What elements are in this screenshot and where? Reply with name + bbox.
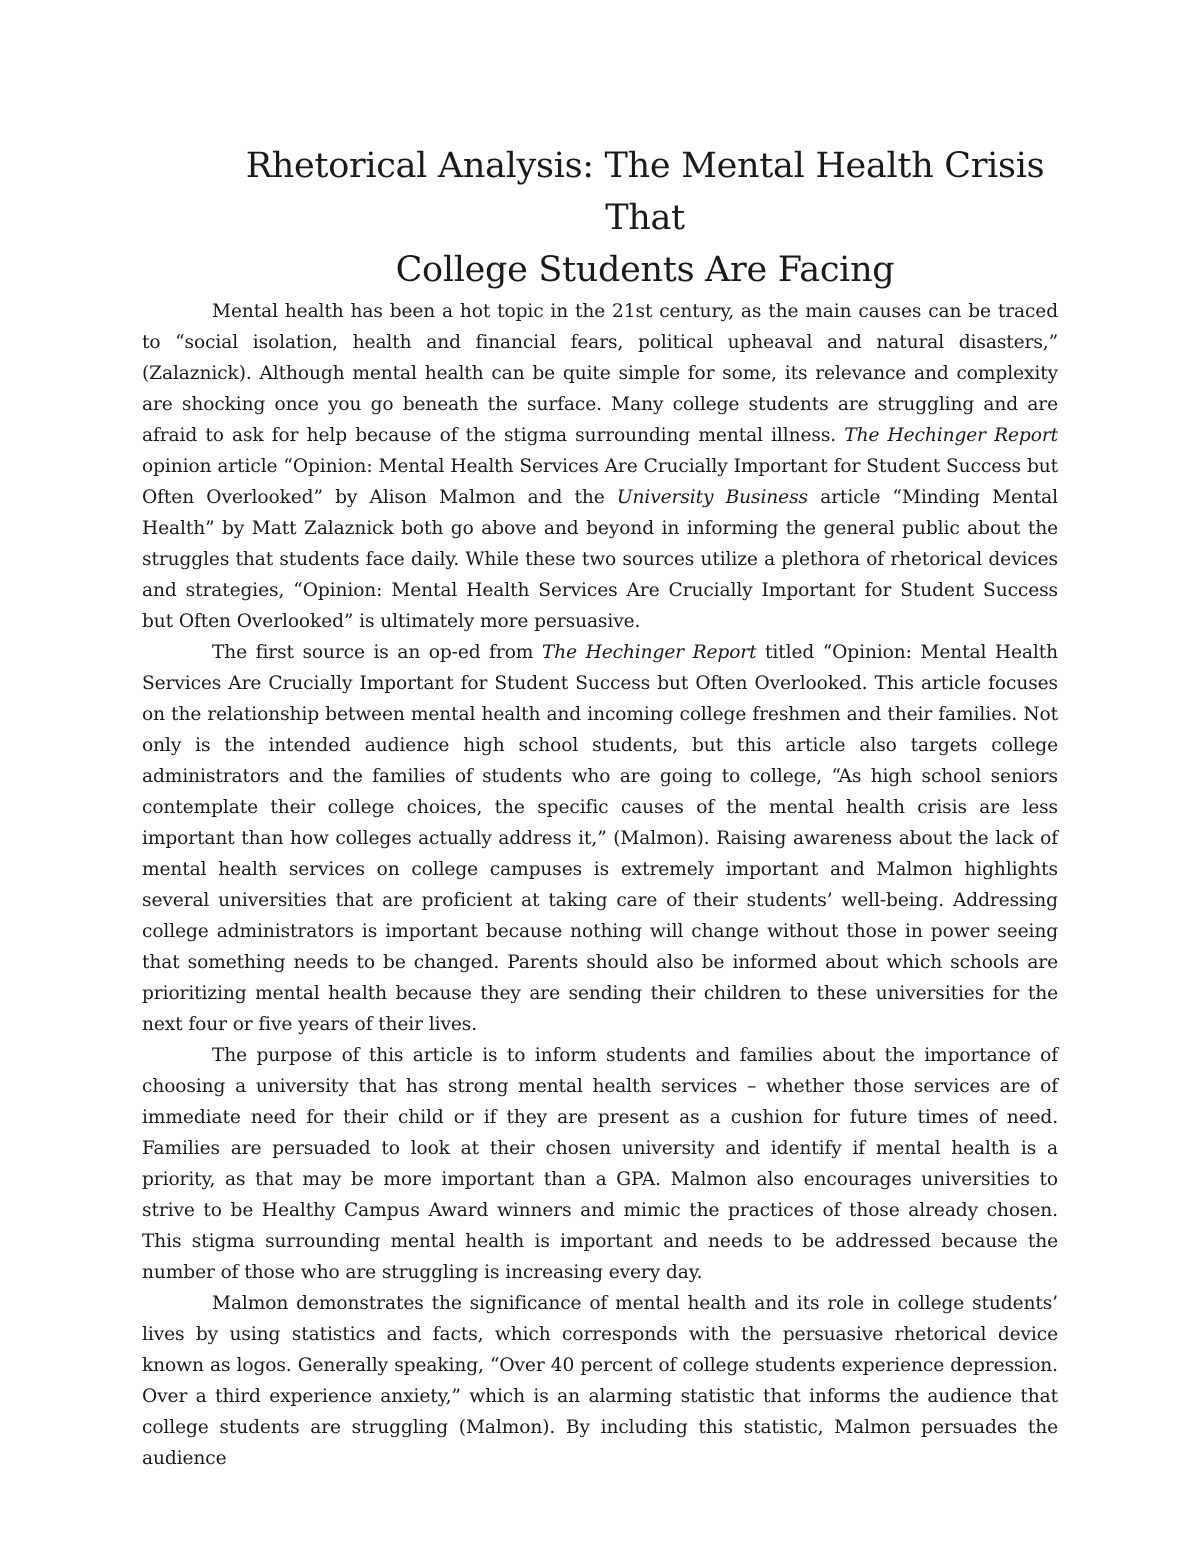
publication-title: The Hechinger Report: [844, 425, 1058, 446]
text-run: Malmon demonstrates the significance of mental health and its role in college students’ lives by using statistics and facts, which corresponds with the persuasive rhetorical device known as logos. Generally speaking, “Over 40 percent of college students experience depression. Over a third experience anxiety,” which is an alarming statistic that informs the audience that college students are struggling (Malmon). By including this statistic, Malmon persuades the audience: [142, 1293, 1058, 1469]
paragraph-intro: [142, 296, 1058, 637]
title-line-2: College Students Are Facing: [395, 250, 895, 290]
publication-title: The Hechinger Report: [541, 642, 757, 663]
text-run: The purpose of this article is to inform students and families about the importance of choosing a university that has strong mental health services – whether those services are of immediate need for their child or if they are present as a cushion for future times of need. Families are persuaded to look at their chosen university and identify if mental health is a priority, as that may be more important than a GPA. Malmon also encourages universities to strive to be Healthy Campus Award winners and mimic the practices of those already chosen. This stigma surrounding mental health is important and needs to be addressed because the number of those who are struggling is increasing every day.: [142, 1045, 1058, 1283]
document-title: [142, 140, 1058, 296]
text-run: Mental health has been a hot topic in the 21st century, as the main causes can be traced to “social isolation, health and financial fears, political upheaval and natural disasters,” (Zalaznick). Although mental health can be quite simple for some, its relevance and complexity are shocking once you go beneath the surface. Many college students are struggling and are afraid to ask for help because of the stigma surrounding mental illness.: [142, 301, 1058, 446]
paragraph-purpose: [142, 1040, 1058, 1288]
title-line-1: Rhetorical Analysis: The Mental Health Crisis That: [245, 146, 1045, 238]
paragraph-first-source: [142, 637, 1058, 1040]
paragraph-logos: [142, 1288, 1058, 1474]
text-run: titled “Opinion: Mental Health Services Are Crucially Important for Student Success but Often Overlooked. This article focuses on the relationship between mental health and incoming college freshmen and their families. Not only is the intended audience high school students, but this article also targets college administrators and the families of students who are going to college, “As high school seniors contemplate their college choices, the specific causes of the mental health crisis are less important than how colleges actually address it,” (Malmon). Raising awareness about the lack of mental health services on college campuses is extremely important and Malmon highlights several universities that are proficient at taking care of their students’ well-being. Addressing college administrators is important because nothing will change without those in power seeing that something needs to be changed. Parents should also be informed about which schools are prioritizing mental health because they are sending their children to these universities for the next four or five years of their lives.: [142, 642, 1058, 1035]
text-run: opinion article “Opinion: Mental Health Services Are Crucially Important for Student Success but Often Overlooked” by Alison Malmon and the: [142, 456, 1058, 508]
text-run: article “Minding Mental Health” by Matt Zalaznick both go above and beyond in informing the general public about the struggles that students face daily. While these two sources utilize a plethora of rhetorical devices and strategies, “Opinion: Mental Health Services Are Crucially Important for Student Success but Often Overlooked” is ultimately more persuasive.: [142, 487, 1059, 632]
text-run: The first source is an op-ed from: [212, 642, 542, 663]
publication-title: University Business: [616, 487, 808, 508]
document-page: [142, 140, 1058, 1474]
